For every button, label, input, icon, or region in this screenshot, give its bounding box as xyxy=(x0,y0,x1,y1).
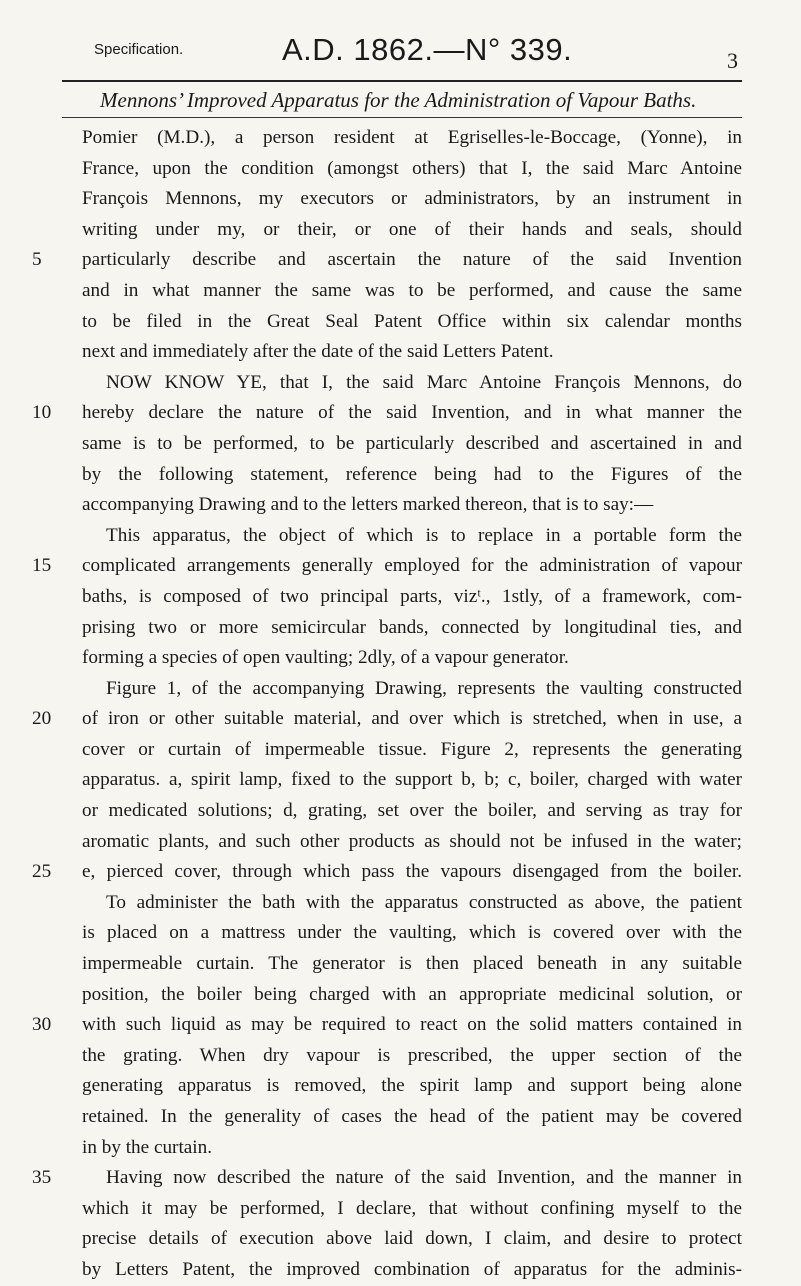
line-text: by the following statement, reference being had to the Figures of the xyxy=(82,463,742,485)
text-line xyxy=(0,1163,801,1194)
line-text: This apparatus, the object of which is to replace in a portable form the xyxy=(106,524,742,546)
text-line xyxy=(0,337,801,368)
line-text: of iron or other suitable material, and over which is stretched, when in use, a xyxy=(82,708,742,730)
line-text: Pomier (M.D.), a person resident at Egriselles-le-Boccage, (Yonne), in xyxy=(82,127,742,148)
line-text: François Mennons, my executors or administrators, by an instrument in xyxy=(82,188,742,210)
line-text: aromatic plants, and such other products as should not be infused in the water; xyxy=(82,830,742,852)
line-text: generating apparatus is removed, the spirit lamp and support being alone xyxy=(82,1075,742,1097)
line-text: to be filed in the Great Seal Patent Office within six calendar months xyxy=(82,310,742,332)
text-line xyxy=(0,1102,801,1133)
text-line xyxy=(0,490,801,521)
text-line xyxy=(0,521,801,552)
header-rule xyxy=(62,80,742,82)
text-line xyxy=(0,888,801,919)
line-text: Having now described the nature of the said Invention, and the manner in xyxy=(106,1167,742,1189)
text-line xyxy=(0,735,801,766)
text-line xyxy=(0,429,801,460)
text-line xyxy=(0,643,801,674)
line-text: apparatus. a, spirit lamp, fixed to the support b, b; c, boiler, charged with water xyxy=(82,769,742,791)
text-line xyxy=(0,154,801,185)
text-line xyxy=(0,827,801,858)
section-label: Specification. xyxy=(94,41,184,58)
line-text: hereby declare the nature of the said Invention, and in what manner the xyxy=(82,402,742,424)
text-line xyxy=(0,1194,801,1225)
text-line xyxy=(0,796,801,827)
line-text: Figure 1, of the accompanying Drawing, represents the vaulting constructed xyxy=(106,677,742,699)
line-number: 5 xyxy=(32,249,42,271)
line-text: by Letters Patent, the improved combination of apparatus for the adminis- xyxy=(82,1258,742,1280)
text-line xyxy=(0,184,801,215)
line-text: writing under my, or their, or one of their hands and seals, should xyxy=(82,218,742,240)
text-line xyxy=(0,613,801,644)
text-line xyxy=(0,245,801,276)
line-number: 35 xyxy=(32,1167,52,1189)
text-line xyxy=(0,582,801,613)
line-text: same is to be performed, to be particularly described and ascertained in and xyxy=(82,432,742,454)
text-line xyxy=(0,1010,801,1041)
text-line xyxy=(0,704,801,735)
text-line xyxy=(0,123,801,154)
line-text: NOW KNOW YE, that I, the said Marc Antoine François Mennons, do xyxy=(106,371,742,393)
line-number: 20 xyxy=(32,708,52,730)
text-line xyxy=(0,307,801,338)
page-number: 3 xyxy=(727,48,738,73)
text-line xyxy=(0,368,801,399)
line-text: cover or curtain of impermeable tissue. Figure 2, represents the generating xyxy=(82,738,742,760)
text-line xyxy=(0,857,801,888)
line-number: 25 xyxy=(32,861,52,883)
line-text: the grating. When dry vapour is prescribed, the upper section of the xyxy=(82,1044,742,1066)
line-text: impermeable curtain. The generator is then placed beneath in any suitable xyxy=(82,953,742,975)
line-text: baths, is composed of two principal parts, vizᵗ., 1stly, of a framework, com- xyxy=(82,585,742,607)
line-text: which it may be performed, I declare, that without confining myself to the xyxy=(82,1197,742,1219)
text-line xyxy=(0,398,801,429)
line-text: in by the curtain. xyxy=(82,1136,213,1158)
patent-title: A.D. 1862.—N° 339. xyxy=(282,32,573,67)
line-text: precise details of execution above laid down, I claim, and desire to protect xyxy=(82,1228,742,1250)
line-text: e, pierced cover, through which pass the vapours disengaged from the boiler. xyxy=(82,861,742,883)
text-line xyxy=(0,980,801,1011)
text-line xyxy=(0,918,801,949)
text-line xyxy=(0,1071,801,1102)
page-header xyxy=(0,32,801,76)
line-text: particularly describe and ascertain the nature of the said Invention xyxy=(82,249,742,271)
line-number: 30 xyxy=(32,1014,52,1036)
line-text: retained. In the generality of cases the head of the patient may be covered xyxy=(82,1106,742,1127)
line-text: next and immediately after the date of the said Letters Patent. xyxy=(82,341,554,363)
text-line xyxy=(0,215,801,246)
body-text xyxy=(0,123,801,1286)
line-text: with such liquid as may be required to react on the solid matters contained in xyxy=(82,1014,742,1036)
text-line xyxy=(0,1041,801,1072)
text-line xyxy=(0,949,801,980)
text-line xyxy=(0,551,801,582)
line-text: and in what manner the same was to be performed, and cause the same xyxy=(82,279,742,301)
line-number: 10 xyxy=(32,402,52,424)
line-number: 15 xyxy=(32,555,52,577)
running-title: Mennons’ Improved Apparatus for the Administration of Vapour Baths. xyxy=(100,88,697,112)
text-line xyxy=(0,765,801,796)
line-text: To administer the bath with the apparatus constructed as above, the patient xyxy=(106,891,742,913)
line-text: accompanying Drawing and to the letters marked thereon, that is to say:— xyxy=(82,494,654,516)
line-text: position, the boiler being charged with an appropriate medicinal solution, or xyxy=(82,983,742,1005)
line-text: or medicated solutions; d, grating, set over the boiler, and serving as tray for xyxy=(82,800,742,822)
text-line xyxy=(0,460,801,491)
text-line xyxy=(0,276,801,307)
text-line xyxy=(0,674,801,705)
subtitle-rule xyxy=(62,117,742,118)
line-text: complicated arrangements generally employed for the administration of vapour xyxy=(82,555,742,577)
text-line xyxy=(0,1224,801,1255)
line-text: prising two or more semicircular bands, connected by longitudinal ties, and xyxy=(82,616,742,638)
line-text: forming a species of open vaulting; 2dly, of a vapour generator. xyxy=(82,647,569,669)
text-line xyxy=(0,1133,801,1164)
line-text: is placed on a mattress under the vaulting, which is covered over with the xyxy=(82,922,742,944)
line-text: France, upon the condition (amongst others) that I, the said Marc Antoine xyxy=(82,157,742,179)
